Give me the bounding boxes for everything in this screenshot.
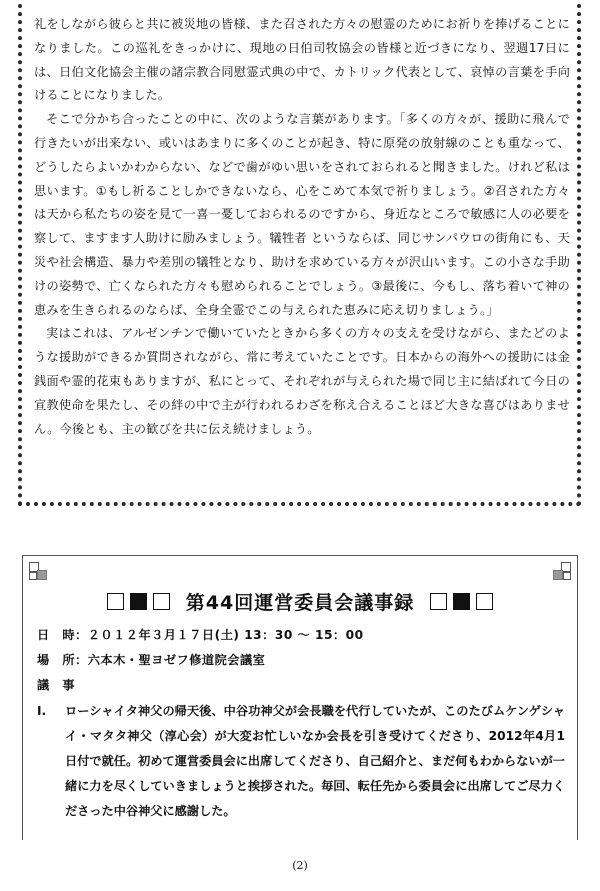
minutes-title-row xyxy=(23,586,577,616)
date-label: 日 時： xyxy=(37,628,88,642)
open-square-icon xyxy=(107,593,124,610)
minutes-title: 第44回運営委員会議事録 xyxy=(185,591,415,614)
filled-square-icon xyxy=(453,593,470,610)
page-number: (2) xyxy=(292,859,308,872)
place-value: 六本木・聖ヨゼフ修道院会議室 xyxy=(87,653,266,667)
article-paragraph: 実はこれは、アルゼンチンで働いていたときから多くの方々の支えを受けながら、またどのような援助ができるか質問されながら、常に考えていたことです。日本からの海外への援助には金銭面や霊的花束もありますが、私にとって、それぞれが与えられた場で同じ主に結ばれて今日の宣教使命を果たし、その絆の中で主が行われるわざを称え合えることほど大きな喜びはありません。今後とも、主の歓びを共に伝え続けましょう。 xyxy=(34,326,570,436)
agenda-item-text: ローシャイタ神父の帰天後、中谷功神父が会長職を代行していたが、このたびムケンゲシャイ・マタタ神父（淳心会）が大変お忙しいなか会長を引き受けてくださり、2012年4月1日付で就任。初めて運営委員会に出席してくださり、自己紹介と、まだ何もわからないが一緒に力を尽くしていきましょうと挨拶された。毎回、転任先から委員会に出席してご尽力くださった中谷神父に感謝した。 xyxy=(65,704,565,818)
article-paragraph: そこで分かち合ったことの中に、次のような言葉があります。「多くの方々が、援助に飛んで行きたいが出来ない、或いはあまりに多くのことが起き、特に原発の放射線のことも重なって、どうしたらよいかわからない、などで歯がゆい思いをされておられると聞きました。けれど私は思います。①もし祈ることしかできないなら、心をこめて本気で祈りましょう。②召された方々は天から私たちの姿を見て一喜一憂しておられるのですから、身近なところで敏感に人の必要を察して、ますます人助けに励みましょう。犠牲者 というならば、同じサンパウロの街角にも、天災や社会構造、暴力や差別の犠牲となり、助けを求めている方々が沢山います。この小さな手助けの姿勢で、亡くなられた方々も慰められることでしょう。③最後に、今もし、落ち着いて神の恵みを生きられるのならば、全身全霊でこの与えられた恵みに応え切りましょう。」 xyxy=(34,112,570,317)
agenda-item xyxy=(37,699,565,824)
minutes-section xyxy=(22,555,578,840)
open-square-icon xyxy=(476,593,493,610)
minutes-date xyxy=(37,626,364,643)
agenda-heading: 議 事 xyxy=(37,678,76,692)
place-label: 場 所： xyxy=(37,653,88,667)
date-value: ２０１２年３月１７日(土) 13：30 ～ 15：00 xyxy=(87,628,364,642)
filled-square-icon xyxy=(130,593,147,610)
agenda-item-number: Ⅰ. xyxy=(37,704,47,718)
corner-squares-decoration xyxy=(545,562,571,582)
corner-squares-decoration xyxy=(29,562,55,582)
article-paragraph: 礼をしながら彼らと共に被災地の皆様、また召された方々の慰霊のためにお祈りを捧げることになりました。この巡礼をきっかけに、現地の日伯司牧協会の皆様と近づきになり、翌週17日には、日伯文化協会主催の諸宗教合同慰霊式典の中で、カトリック代表として、哀悼の言葉を手向けることになりました。 xyxy=(34,17,570,103)
open-square-icon xyxy=(153,593,170,610)
open-square-icon xyxy=(430,593,447,610)
article-body xyxy=(34,13,570,441)
minutes-place xyxy=(37,651,265,668)
